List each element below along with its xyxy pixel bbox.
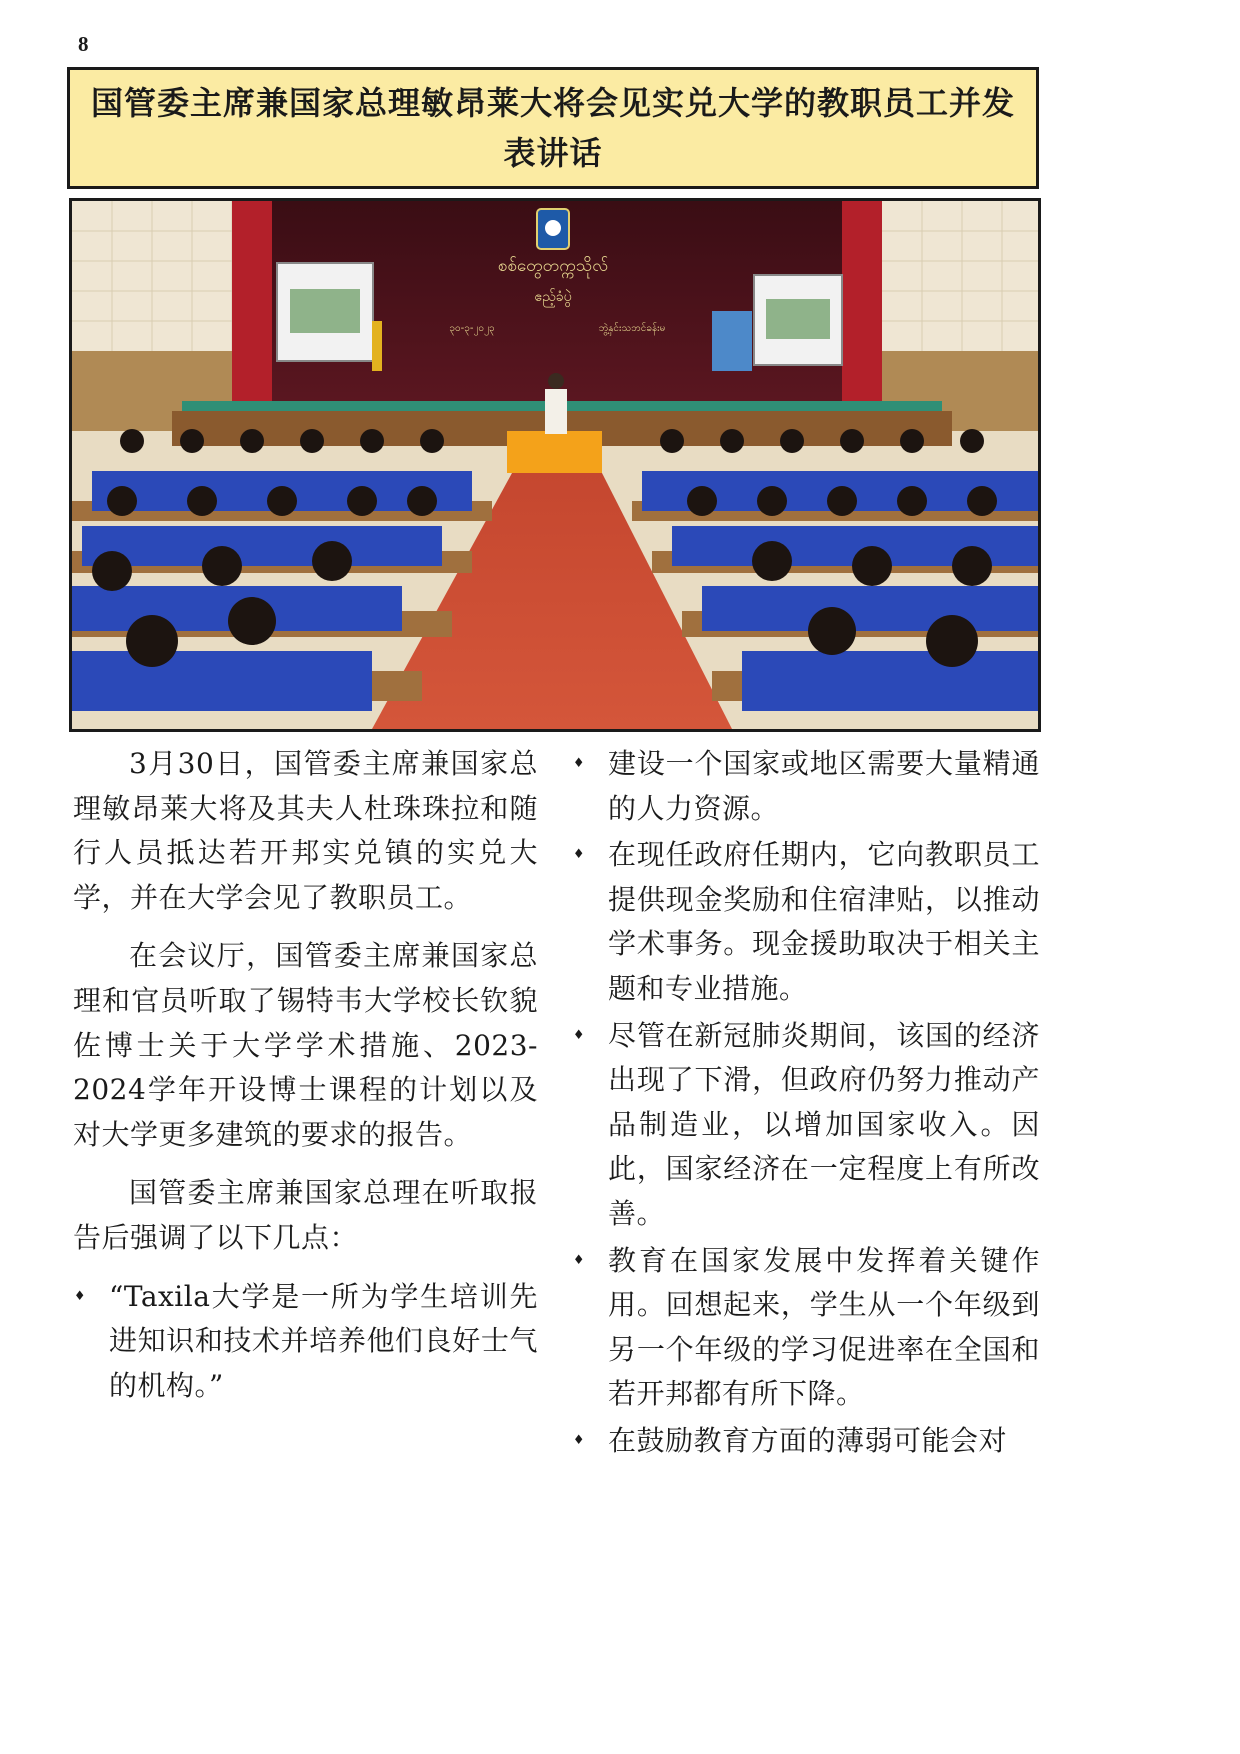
list-item-text: 尽管在新冠肺炎期间，该国的经济出现了下滑，但政府仍努力推动产品制造业，以增加国家收入。因此，国家经济在一定程度上有所改善。 [608, 1018, 1040, 1230]
list-item [572, 1014, 1040, 1237]
diamond-bullet-icon: ♦ [572, 756, 586, 771]
banner-line-1: စစ်တွေတက္ကသိုလ် [497, 256, 609, 276]
list-item-text: “Taxila大学是一所为学生培训先进知识和技术并培养他们良好士气的机构。” [109, 1279, 538, 1402]
bullet-list [73, 1275, 538, 1409]
banner-line-3: ၃၀-၃-၂၀၂၃ [449, 323, 495, 334]
diamond-bullet-icon: ♦ [572, 847, 586, 863]
bullet-list [572, 742, 1040, 1464]
page-number: 8 [78, 32, 89, 56]
list-item-text: 教育在国家发展中发挥着关键作用。回想起来，学生从一个年级到另一个年级的学习促进率在全国和若开邦都有所下降。 [608, 1243, 1040, 1411]
banner-line-2: ဧည့်ခံပွဲ [534, 289, 572, 305]
list-item [572, 742, 1040, 831]
paragraph: 在会议厅，国管委主席兼国家总理和官员听取了锡特韦大学校长钦貌佐博士关于大学学术措施、2023-2024学年开设博士课程的计划以及对大学更多建筑的要求的报告。 [73, 939, 538, 1151]
list-item-text: 建设一个国家或地区需要大量精通的人力资源。 [608, 747, 1040, 825]
article-photo [69, 198, 1041, 732]
diamond-bullet-icon: ♦ [572, 1432, 586, 1448]
title-box [67, 67, 1039, 189]
list-item [73, 1275, 538, 1409]
right-column [572, 742, 1040, 1466]
list-item [572, 1239, 1040, 1417]
left-column [73, 742, 538, 1410]
paragraph: 3月30日，国管委主席兼国家总理敏昂莱大将及其夫人杜珠珠拉和随行人员抵达若开邦实兑镇的实兑大学，并在大学会见了教职员工。 [73, 747, 538, 914]
diamond-bullet-icon: ♦ [73, 1288, 87, 1304]
paragraph: 国管委主席兼国家总理在听取报告后强调了以下几点： [73, 1176, 538, 1254]
meeting-hall-photo [72, 201, 1038, 729]
list-item-text: 在鼓励教育方面的薄弱可能会对 [608, 1423, 1008, 1457]
list-item-text: 在现任政府任期内，它向教职员工提供现金奖励和住宿津贴，以推动学术事务。现金援助取决于相关主题和专业措施。 [608, 838, 1040, 1005]
article-title: 国管委主席兼国家总理敏昂莱大将会见实兑大学的教职员工并发表讲话 [90, 84, 1015, 172]
list-item [572, 833, 1040, 1011]
list-item [572, 1419, 1040, 1464]
diamond-bullet-icon: ♦ [572, 1027, 586, 1043]
banner-line-4: ဘွဲ့နှင်းသဘင်ခန်းမ [598, 323, 666, 334]
diamond-bullet-icon: ♦ [572, 1252, 586, 1268]
